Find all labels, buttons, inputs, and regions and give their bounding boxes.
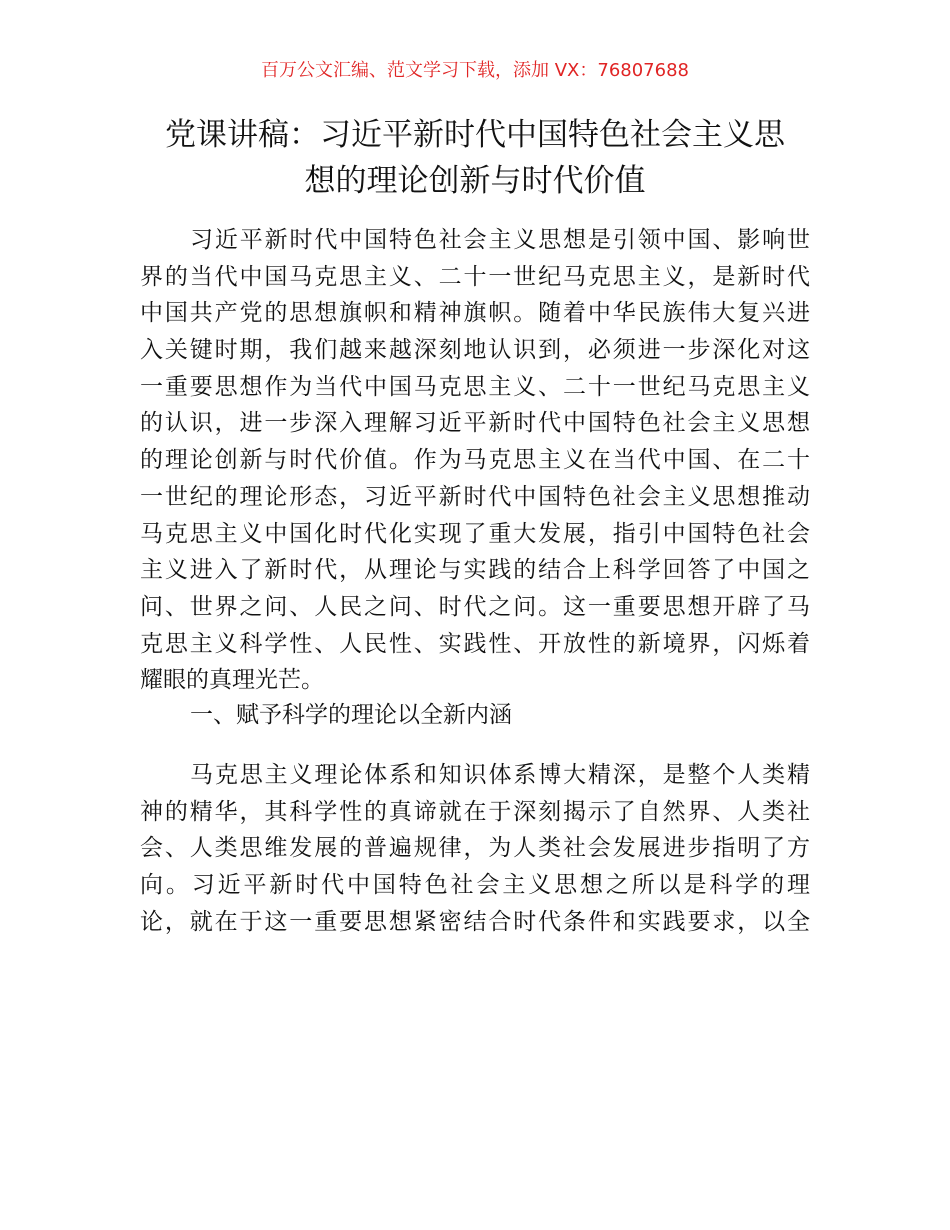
- watermark-header: 百万公文汇编、范文学习下载，添加 VX：76807688: [261, 60, 689, 81]
- text-line: 神的精华，其科学性的真谛就在于深刻揭示了自然界、人类社: [140, 798, 810, 825]
- text-line: 一、赋予科学的理论以全新内涵: [190, 702, 512, 728]
- paragraph-intro: [140, 222, 810, 699]
- text-line: 的认识，进一步深入理解习近平新时代中国特色社会主义思想: [140, 410, 810, 437]
- section-heading: [140, 697, 810, 734]
- text-line: 入关键时期，我们越来越深刻地认识到，必须进一步深化对这: [140, 337, 810, 364]
- text-line: 习近平新时代中国特色社会主义思想是引领中国、影响世: [190, 227, 810, 253]
- text-line: 克思主义科学性、人民性、实践性、开放性的新境界，闪烁着: [140, 630, 810, 657]
- text-line: 会、人类思维发展的普遍规律，为人类社会发展进步指明了方: [140, 835, 810, 862]
- text-line: 论，就在于这一重要思想紧密结合时代条件和实践要求，以全: [140, 908, 810, 935]
- text-line: 问、世界之问、人民之问、时代之问。这一重要思想开辟了马: [140, 593, 810, 620]
- text-line: 向。习近平新时代中国特色社会主义思想之所以是科学的理: [140, 872, 810, 899]
- text-line: 界的当代中国马克思主义、二十一世纪马克思主义，是新时代: [140, 263, 810, 290]
- document-title: [100, 112, 850, 204]
- text-line: 马克思主义理论体系和知识体系博大精深，是整个人类精: [190, 762, 810, 788]
- title-line: 想的理论创新与时代价值: [304, 163, 646, 199]
- text-line: 中国共产党的思想旗帜和精神旗帜。随着中华民族伟大复兴进: [140, 300, 810, 327]
- text-line: 主义进入了新时代，从理论与实践的结合上科学回答了中国之: [140, 557, 810, 584]
- text-line: 一世纪的理论形态，习近平新时代中国特色社会主义思想推动: [140, 483, 810, 510]
- text-line: 的理论创新与时代价值。作为马克思主义在当代中国、在二十: [140, 447, 810, 474]
- text-line: 一重要思想作为当代中国马克思主义、二十一世纪马克思主义: [140, 373, 810, 400]
- paragraph-section-1: [140, 757, 810, 940]
- text-line: 耀眼的真理光芒。: [140, 667, 324, 694]
- text-line: 马克思主义中国化时代化实现了重大发展，指引中国特色社会: [140, 520, 810, 547]
- title-line: 党课讲稿：习近平新时代中国特色社会主义思: [165, 117, 785, 153]
